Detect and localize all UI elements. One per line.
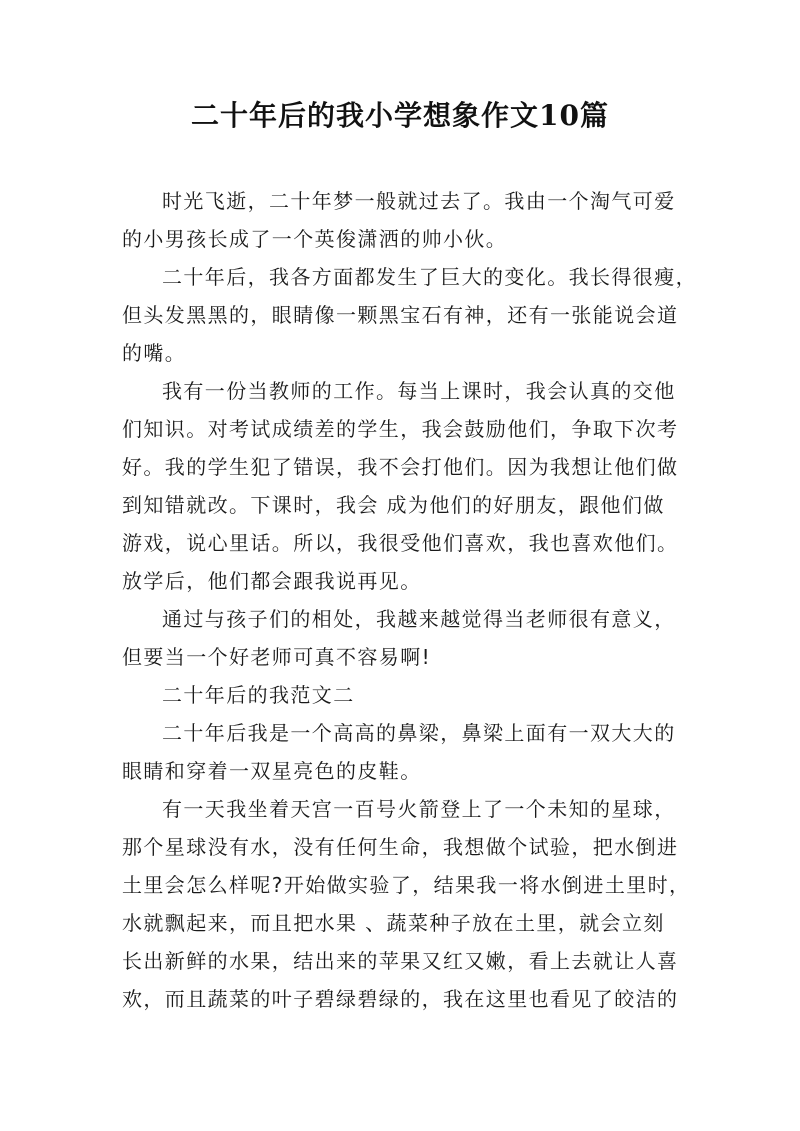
paragraph-line: 欢，而且蔬菜的叶子碧绿碧绿的，我在这里也看见了皎洁的 — [122, 987, 679, 1011]
paragraph-line: 的嘴。 — [122, 341, 187, 365]
paragraph-line: 那个星球没有水，没有任何生命，我想做个试验，把水倒进 — [122, 835, 679, 859]
paragraph-line: 但要当一个好老师可真不容易啊! — [122, 645, 432, 669]
paragraph-line: 有一天我坐着天宫一百号火箭登上了一个未知的星球， — [162, 797, 676, 821]
page-title: 二十年后的我小学想象作文10篇 — [191, 99, 609, 132]
paragraph-line: 放学后，他们都会跟我说再见。 — [122, 569, 422, 593]
paragraph-line: 游戏，说心里话。所以，我很受他们喜欢，我也喜欢他们。 — [122, 531, 679, 555]
paragraph-line: 到知错就改。下课时，我会 成为他们的好朋友，跟他们做 — [122, 493, 665, 517]
paragraph-line: 的小男孩长成了一个英俊潇洒的帅小伙。 — [122, 227, 508, 251]
paragraph-line: 好。我的学生犯了错误，我不会打他们。因为我想让他们做 — [122, 455, 679, 479]
paragraph-line: 但头发黑黑的，眼睛像一颗黑宝石有神，还有一张能说会道 — [122, 303, 679, 327]
paragraph-line: 们知识。对考试成绩差的学生，我会鼓励他们，争取下次考 — [122, 417, 679, 441]
paragraph-line: 长出新鲜的水果，结出来的苹果又红又嫩，看上去就让人喜 — [122, 949, 679, 973]
section-heading: 二十年后的我范文二 — [162, 683, 355, 707]
article-body — [122, 182, 697, 1018]
paragraph-line: 我有一份当教师的工作。每当上课时，我会认真的交他 — [162, 379, 676, 403]
paragraph-line: 二十年后，我各方面都发生了巨大的变化。我长得很瘦， — [162, 265, 697, 289]
paragraph-line: 时光飞逝，二十年梦一般就过去了。我由一个淘气可爱 — [162, 189, 676, 213]
paragraph-line: 水就飘起来，而且把水果 、蔬菜种子放在土里，就会立刻 — [122, 911, 665, 935]
paragraph-line: 二十年后我是一个高高的鼻梁，鼻梁上面有一双大大的 — [162, 721, 676, 745]
paragraph-line: 土里会怎么样呢?开始做实验了，结果我一将水倒进土里时， — [122, 873, 691, 897]
paragraph-line: 通过与孩子们的相处，我越来越觉得当老师很有意义， — [162, 607, 676, 631]
paragraph-line: 眼睛和穿着一双星亮色的皮鞋。 — [122, 759, 422, 783]
